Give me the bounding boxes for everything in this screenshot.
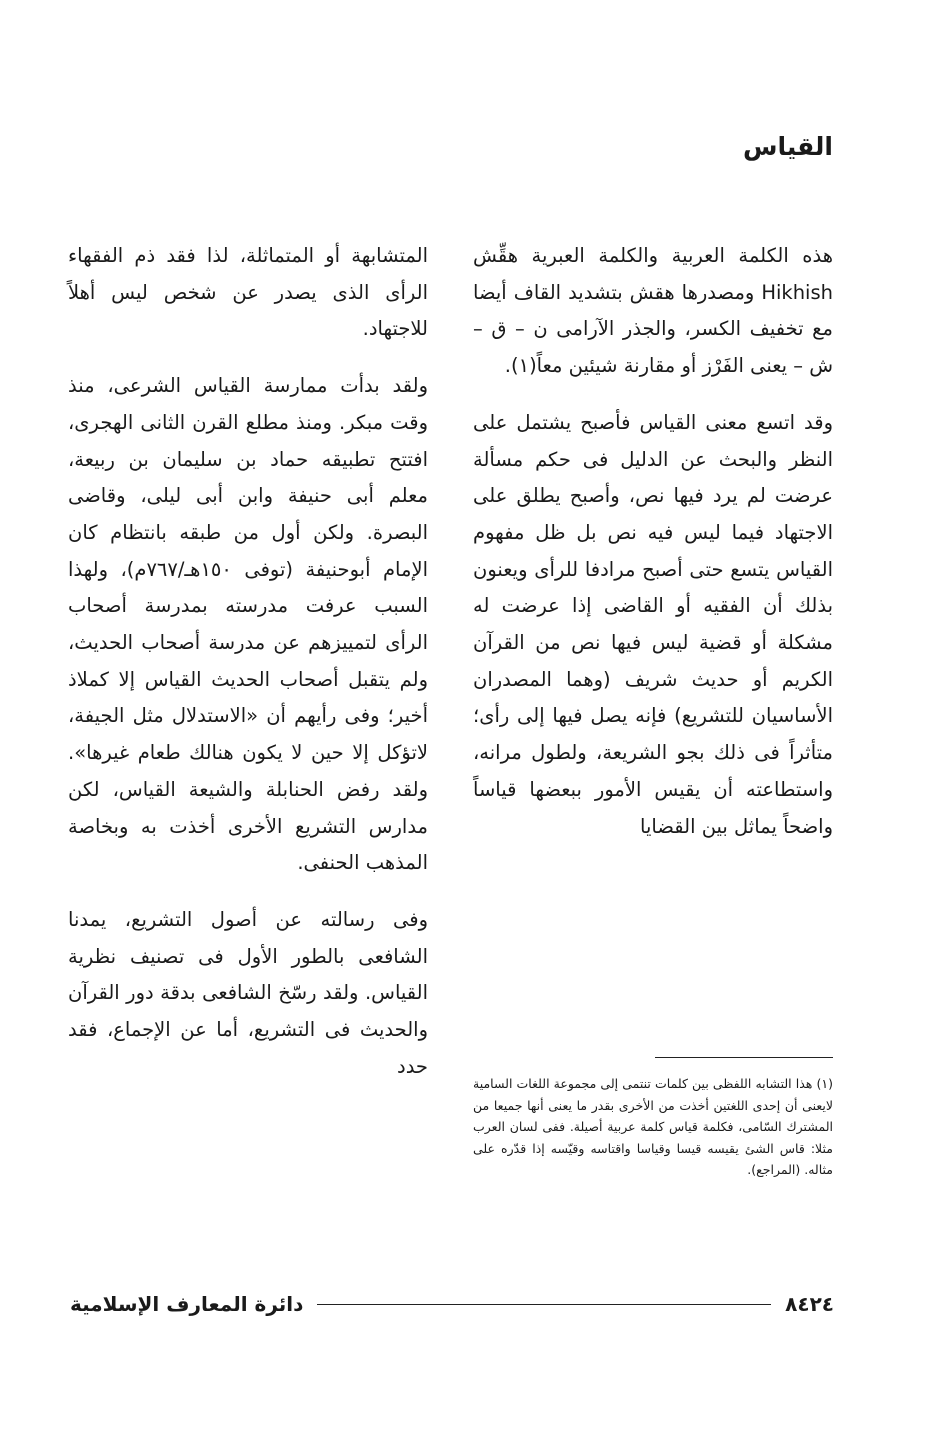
paragraph: ولقد بدأت ممارسة القياس الشرعى، منذ وقت مبكر. ومنذ مطلع القرن الثانى الهجرى، افتتح تطبيقه حماد بن سليمان بن ربيعة، معلم أبى حنيفة وابن أبى ليلى، وقاضى البصرة. ولكن أول من طبقه بانتظام كان الإمام أبوحنيفة (توفى ١٥٠هـ/٧٦٧م)، ولهذا السبب عرفت مدرسته بمدرسة أصحاب الرأى لتمييزهم عن مدرسة أصحاب الحديث، ولم يتقبل أصحاب الحديث القياس إلا كملاذ أخير؛ وفى رأيهم أن «الاستدلال مثل الجيفة، لاتؤكل إلا حين لا يكون هنالك طعام غيرها». ولقد رفض الحنابلة والشيعة القياس، لكن مدارس التشريع الأخرى أخذت به وبخاصة المذهب الحنفى. bbox=[68, 374, 428, 875]
footnote-divider bbox=[655, 1057, 833, 1058]
right-column bbox=[473, 238, 833, 865]
paragraph: هذه الكلمة العربية والكلمة العبرية هقِّش Hikhish ومصدرها هقش بتشديد القاف أيضا مع تخفيف الكسر، والجذر الآرامى ن – ق – ش – يعنى الفَرْز أو مقارنة شيئين معاً(١). bbox=[473, 244, 833, 378]
page-title: القياس bbox=[742, 132, 833, 161]
page-number: ٨٤٢٤ bbox=[785, 1292, 834, 1316]
publication-title: دائرة المعارف الإسلامية bbox=[70, 1292, 304, 1316]
left-column bbox=[68, 238, 428, 1105]
paragraph: المتشابهة أو المتماثلة، لذا فقد ذم الفقهاء الرأى الذى يصدر عن شخص ليس أهلاً للاجتهاد. bbox=[68, 244, 428, 341]
paragraph: وقد اتسع معنى القياس فأصبح يشتمل على النظر والبحث عن الدليل فى حكم مسألة عرضت لم يرد فيها نص، وأصبح يطلق على الاجتهاد فيما ليس فيه نص بل ظل مفهوم القياس يتسع حتى أصبح مرادفا للرأى ويعنون بذلك أن الفقيه أو القاضى إذا عرضت له مشكلة أو قضية ليس فيها نص من القرآن الكريم أو حديث شريف (وهما المصدران الأساسيان للتشريع) فإنه يصل فيها إلى رأى؛ متأثراً فى ذلك بجو الشريعة، ولطول مرانه، واستطاعته أن يقيس الأمور ببعضها قياساً واضحاً يماثل بين القضايا bbox=[473, 410, 833, 838]
footnote: (١) هذا التشابه اللفظى بين كلمات تنتمى إلى مجموعة اللغات السامية لايعنى أن إحدى اللغتين أخذت من الأخرى بقدر ما يعنى أنها جميعا من المشترك السّامى، فكلمة قياس كلمة عربية أصيلة. ففى لسان العرب مثلا: قاس الشئ يقيسه قيسا وقياسا واقتاسه وقيّسه إذا قدّره على مثاله. (المراجع). bbox=[473, 1076, 833, 1177]
footer-divider bbox=[317, 1304, 771, 1305]
page-footer bbox=[70, 1286, 834, 1322]
paragraph: وفى رسالته عن أصول التشريع، يمدنا الشافعى بالطور الأول فى تصنيف نظرية القياس. ولقد رسّخ الشافعى بدقة دور القرآن والحديث فى التشريع، أما عن الإجماع، فقد حدد bbox=[68, 907, 428, 1078]
